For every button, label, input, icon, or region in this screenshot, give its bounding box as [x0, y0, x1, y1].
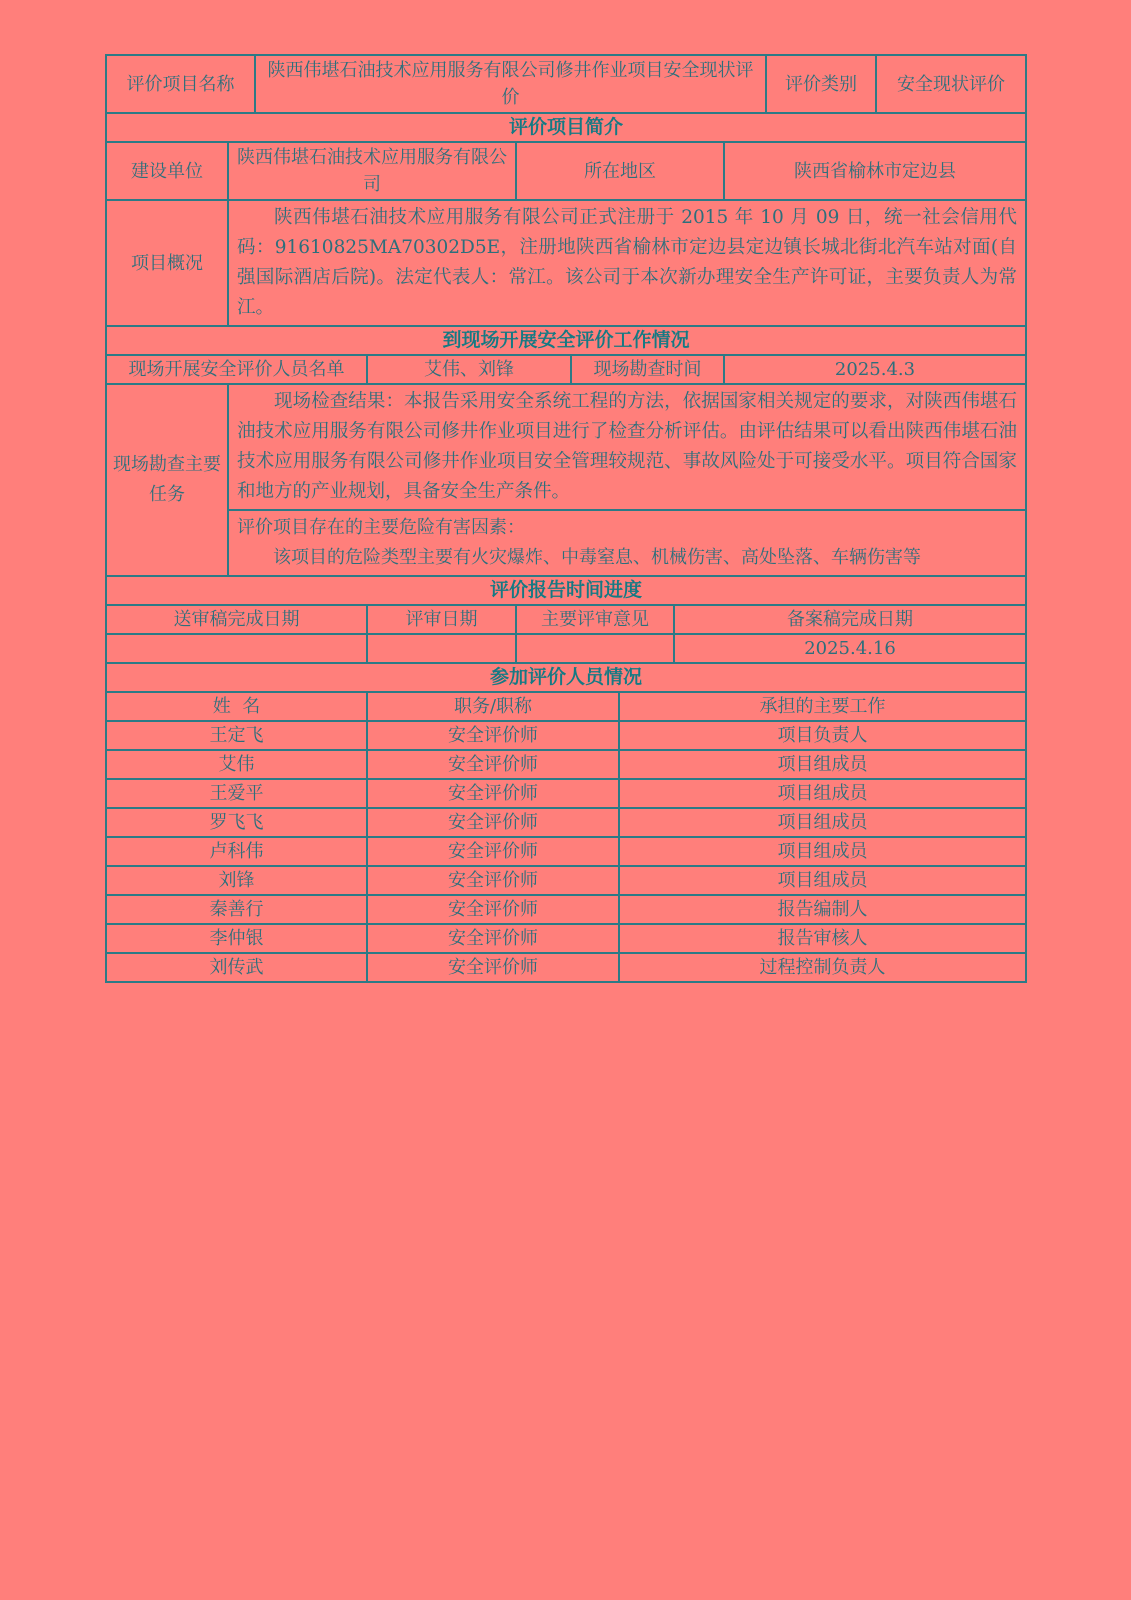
schedule-opinion — [516, 634, 674, 663]
staff-title: 安全评价师 — [367, 953, 619, 982]
schedule-review-date — [367, 634, 516, 663]
project-name-label: 评价项目名称 — [106, 55, 255, 113]
hazard-text: 该项目的危险类型主要有火灾爆炸、中毒窒息、机械伤害、高处坠落、车辆伤害等 — [273, 547, 921, 568]
staff-name: 王定飞 — [106, 721, 367, 750]
staff-work: 报告审核人 — [619, 924, 1026, 953]
section-schedule-header: 评价报告时间进度 — [106, 576, 1026, 605]
hazard-cell — [228, 510, 1026, 576]
staff-title: 安全评价师 — [367, 866, 619, 895]
staff-name: 王爱平 — [106, 779, 367, 808]
table-row — [106, 750, 1026, 779]
staff-work: 项目负责人 — [619, 721, 1026, 750]
staff-name: 刘传武 — [106, 953, 367, 982]
site-staff-value: 艾伟、刘锋 — [367, 355, 571, 384]
schedule-col-record: 备案稿完成日期 — [674, 605, 1026, 634]
staff-name: 艾伟 — [106, 750, 367, 779]
section-staff-header: 参加评价人员情况 — [106, 663, 1026, 692]
staff-title: 安全评价师 — [367, 924, 619, 953]
eval-type-value: 安全现状评价 — [876, 55, 1026, 113]
staff-col-title: 职务/职称 — [367, 692, 619, 721]
staff-name: 秦善行 — [106, 895, 367, 924]
table-row — [106, 895, 1026, 924]
builder-value: 陕西伟堪石油技术应用服务有限公司 — [228, 142, 516, 200]
schedule-col-review: 评审日期 — [367, 605, 516, 634]
eval-type-label: 评价类别 — [766, 55, 876, 113]
staff-work: 项目组成员 — [619, 808, 1026, 837]
schedule-submit-date — [106, 634, 367, 663]
staff-work: 项目组成员 — [619, 750, 1026, 779]
staff-title: 安全评价师 — [367, 750, 619, 779]
site-result-text: 现场检查结果：本报告采用安全系统工程的方法，依据国家相关规定的要求，对陕西伟堪石油技术应用服务有限公司修井作业项目进行了检查分析评估。由评估结果可以看出陕西伟堪石油技术应用服务有限公司修井作业项目安全管理较规范、事故风险处于可接受水平。项目符合国家和地方的产业规划，具备安全生产条件。 — [228, 384, 1026, 510]
site-time-value: 2025.4.3 — [724, 355, 1026, 384]
staff-title: 安全评价师 — [367, 808, 619, 837]
staff-col-name: 姓 名 — [106, 692, 367, 721]
overview-text: 陕西伟堪石油技术应用服务有限公司正式注册于 2015 年 10 月 09 日，统一社会信用代码：91610825MA70302D5E，注册地陕西省榆林市定边县定边镇长城北街北汽车站对面(自强国际酒店后院)。法定代表人：常江。该公司于本次新办理安全生产许可证，主要负责人为常江。 — [228, 200, 1026, 326]
staff-name: 卢科伟 — [106, 837, 367, 866]
staff-col-work: 承担的主要工作 — [619, 692, 1026, 721]
region-value: 陕西省榆林市定边县 — [724, 142, 1026, 200]
staff-title: 安全评价师 — [367, 779, 619, 808]
table-row — [106, 924, 1026, 953]
staff-work: 项目组成员 — [619, 837, 1026, 866]
section-site-header: 到现场开展安全评价工作情况 — [106, 326, 1026, 355]
evaluation-table — [105, 54, 1027, 983]
hazard-title: 评价项目存在的主要危险有害因素： — [237, 517, 525, 538]
staff-title: 安全评价师 — [367, 837, 619, 866]
staff-title: 安全评价师 — [367, 895, 619, 924]
staff-work: 报告编制人 — [619, 895, 1026, 924]
table-row — [106, 808, 1026, 837]
staff-title: 安全评价师 — [367, 721, 619, 750]
section-intro-header: 评价项目简介 — [106, 113, 1026, 142]
project-name-value: 陕西伟堪石油技术应用服务有限公司修井作业项目安全现状评价 — [255, 55, 766, 113]
table-row — [106, 837, 1026, 866]
table-row — [106, 953, 1026, 982]
schedule-record-date: 2025.4.16 — [674, 634, 1026, 663]
site-time-label: 现场勘查时间 — [571, 355, 724, 384]
builder-label: 建设单位 — [106, 142, 228, 200]
table-row — [106, 866, 1026, 895]
table-row — [106, 721, 1026, 750]
staff-name: 李仲银 — [106, 924, 367, 953]
region-label: 所在地区 — [516, 142, 724, 200]
staff-work: 项目组成员 — [619, 866, 1026, 895]
schedule-col-submit: 送审稿完成日期 — [106, 605, 367, 634]
schedule-col-opinion: 主要评审意见 — [516, 605, 674, 634]
staff-work: 项目组成员 — [619, 779, 1026, 808]
site-staff-label: 现场开展安全评价人员名单 — [106, 355, 367, 384]
staff-name: 刘锋 — [106, 866, 367, 895]
staff-work: 过程控制负责人 — [619, 953, 1026, 982]
evaluation-info-form — [105, 54, 1025, 983]
staff-name: 罗飞飞 — [106, 808, 367, 837]
overview-label: 项目概况 — [106, 200, 228, 326]
site-task-label: 现场勘查主要任务 — [106, 384, 228, 576]
table-row — [106, 779, 1026, 808]
